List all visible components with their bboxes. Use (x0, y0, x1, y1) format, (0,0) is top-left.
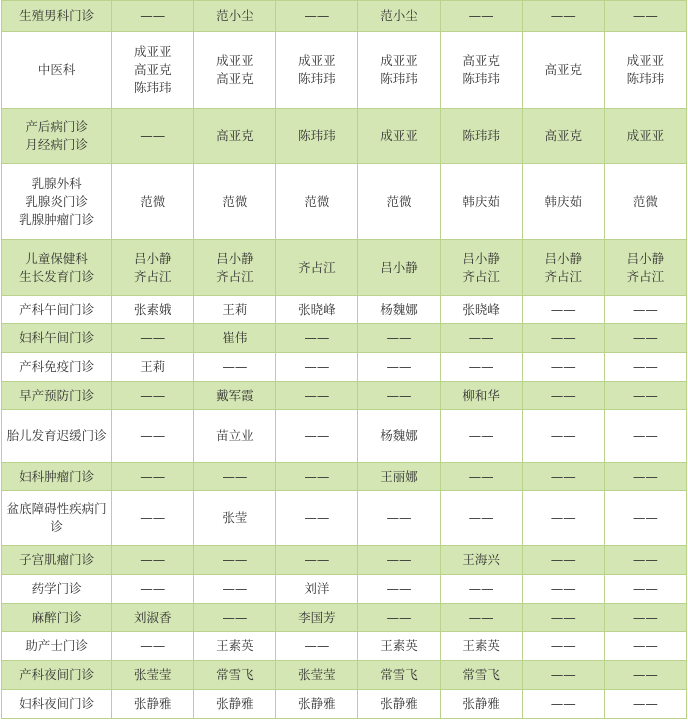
doctor-cell: —— (358, 546, 440, 575)
doctor-cell: —— (440, 604, 522, 632)
doctor-cell: 吕小静 齐占江 (522, 240, 604, 296)
doctor-cell: —— (522, 1, 604, 32)
department-cell: 产后病门诊 月经病门诊 (2, 109, 112, 164)
doctor-cell: 王海兴 (440, 546, 522, 575)
doctor-cell: —— (276, 410, 358, 463)
doctor-cell: —— (604, 632, 686, 661)
schedule-row (2, 1, 687, 32)
department-cell: 产科午间门诊 (2, 296, 112, 324)
doctor-cell: —— (604, 382, 686, 410)
doctor-cell: 张静雅 (440, 690, 522, 719)
doctor-cell: 吕小静 (358, 240, 440, 296)
doctor-cell: 张静雅 (358, 690, 440, 719)
department-cell: 产科免疫门诊 (2, 353, 112, 382)
doctor-cell: —— (522, 410, 604, 463)
doctor-cell: 杨魏娜 (358, 296, 440, 324)
doctor-cell: 杨魏娜 (358, 410, 440, 463)
schedule-row (2, 463, 687, 491)
doctor-cell: —— (112, 491, 194, 546)
department-cell: 中医科 (2, 32, 112, 109)
doctor-cell: 范微 (276, 164, 358, 240)
department-cell: 胎儿发育迟缓门诊 (2, 410, 112, 463)
doctor-cell: —— (112, 410, 194, 463)
doctor-cell: 张静雅 (112, 690, 194, 719)
doctor-cell: 范微 (194, 164, 276, 240)
doctor-cell: —— (112, 1, 194, 32)
doctor-cell: —— (112, 463, 194, 491)
doctor-cell: —— (440, 575, 522, 604)
schedule-row (2, 690, 687, 719)
doctor-cell: 高亚克 (522, 32, 604, 109)
doctor-cell: —— (440, 491, 522, 546)
doctor-cell: 成亚亚 陈玮玮 (358, 32, 440, 109)
department-cell: 子宫肌瘤门诊 (2, 546, 112, 575)
doctor-cell: —— (358, 491, 440, 546)
doctor-cell: 范小尘 (358, 1, 440, 32)
schedule-row (2, 353, 687, 382)
doctor-cell: —— (440, 353, 522, 382)
department-cell: 儿童保健科 生长发育门诊 (2, 240, 112, 296)
doctor-cell: —— (358, 382, 440, 410)
doctor-cell: —— (604, 1, 686, 32)
doctor-cell: 王素英 (194, 632, 276, 661)
doctor-cell: —— (194, 604, 276, 632)
doctor-cell: 张晓峰 (276, 296, 358, 324)
doctor-cell: —— (440, 410, 522, 463)
doctor-cell: —— (522, 382, 604, 410)
doctor-cell: —— (358, 353, 440, 382)
schedule-row (2, 491, 687, 546)
doctor-cell: 刘淑香 (112, 604, 194, 632)
doctor-cell: —— (276, 491, 358, 546)
doctor-cell: 高亚克 (194, 109, 276, 164)
doctor-cell: —— (604, 324, 686, 353)
doctor-cell: 常雪飞 (358, 661, 440, 690)
doctor-cell: —— (358, 604, 440, 632)
doctor-cell: 崔伟 (194, 324, 276, 353)
schedule-row (2, 32, 687, 109)
doctor-cell: 常雪飞 (440, 661, 522, 690)
doctor-cell: —— (522, 353, 604, 382)
doctor-cell: —— (276, 382, 358, 410)
doctor-cell: 吕小静 齐占江 (112, 240, 194, 296)
doctor-cell: —— (522, 575, 604, 604)
department-cell: 产科夜间门诊 (2, 661, 112, 690)
doctor-cell: 戴军霞 (194, 382, 276, 410)
doctor-cell: —— (194, 353, 276, 382)
doctor-cell: 陈玮玮 (440, 109, 522, 164)
doctor-cell: 王素英 (358, 632, 440, 661)
doctor-cell: —— (604, 491, 686, 546)
doctor-cell: 柳和华 (440, 382, 522, 410)
doctor-cell: —— (522, 324, 604, 353)
doctor-cell: —— (194, 546, 276, 575)
doctor-cell: —— (276, 632, 358, 661)
doctor-cell: —— (276, 463, 358, 491)
doctor-cell: —— (604, 690, 686, 719)
department-cell: 药学门诊 (2, 575, 112, 604)
doctor-cell: —— (604, 296, 686, 324)
doctor-cell: —— (522, 491, 604, 546)
doctor-cell: 苗立业 (194, 410, 276, 463)
doctor-cell: —— (522, 546, 604, 575)
doctor-cell: 王丽娜 (358, 463, 440, 491)
doctor-cell: 吕小静 齐占江 (194, 240, 276, 296)
doctor-cell: 张莹莹 (276, 661, 358, 690)
schedule-row (2, 661, 687, 690)
clinic-schedule-table (1, 0, 687, 719)
doctor-cell: 张晓峰 (440, 296, 522, 324)
doctor-cell: —— (440, 1, 522, 32)
schedule-row (2, 324, 687, 353)
doctor-cell: 高亚克 陈玮玮 (440, 32, 522, 109)
doctor-cell: 刘洋 (276, 575, 358, 604)
schedule-row (2, 604, 687, 632)
department-cell: 助产士门诊 (2, 632, 112, 661)
doctor-cell: —— (604, 410, 686, 463)
department-cell: 麻醉门诊 (2, 604, 112, 632)
doctor-cell: —— (440, 463, 522, 491)
doctor-cell: —— (522, 690, 604, 719)
doctor-cell: 韩庆茹 (522, 164, 604, 240)
doctor-cell: 成亚亚 高亚克 (194, 32, 276, 109)
doctor-cell: —— (276, 324, 358, 353)
schedule-row (2, 296, 687, 324)
schedule-row (2, 240, 687, 296)
doctor-cell: 高亚克 (522, 109, 604, 164)
doctor-cell: 成亚亚 高亚克 陈玮玮 (112, 32, 194, 109)
doctor-cell: —— (440, 324, 522, 353)
schedule-row (2, 410, 687, 463)
doctor-cell: —— (112, 324, 194, 353)
doctor-cell: —— (604, 661, 686, 690)
doctor-cell: 张莹 (194, 491, 276, 546)
doctor-cell: 吕小静 齐占江 (604, 240, 686, 296)
doctor-cell: 张素娥 (112, 296, 194, 324)
doctor-cell: 范小尘 (194, 1, 276, 32)
doctor-cell: —— (112, 546, 194, 575)
doctor-cell: 陈玮玮 (276, 109, 358, 164)
doctor-cell: —— (522, 463, 604, 491)
doctor-cell: 成亚亚 (358, 109, 440, 164)
doctor-cell: —— (194, 575, 276, 604)
doctor-cell: —— (358, 575, 440, 604)
doctor-cell: 常雪飞 (194, 661, 276, 690)
schedule-body (2, 1, 687, 719)
doctor-cell: 张静雅 (194, 690, 276, 719)
doctor-cell: —— (112, 109, 194, 164)
doctor-cell: —— (604, 463, 686, 491)
doctor-cell: 李国芳 (276, 604, 358, 632)
doctor-cell: 吕小静 齐占江 (440, 240, 522, 296)
doctor-cell: 成亚亚 陈玮玮 (604, 32, 686, 109)
doctor-cell: —— (522, 661, 604, 690)
doctor-cell: —— (522, 604, 604, 632)
department-cell: 早产预防门诊 (2, 382, 112, 410)
schedule-row (2, 575, 687, 604)
doctor-cell: 范微 (112, 164, 194, 240)
department-cell: 妇科肿瘤门诊 (2, 463, 112, 491)
doctor-cell: —— (194, 463, 276, 491)
doctor-cell: 成亚亚 陈玮玮 (276, 32, 358, 109)
doctor-cell: 张静雅 (276, 690, 358, 719)
doctor-cell: —— (276, 353, 358, 382)
doctor-cell: 王素英 (440, 632, 522, 661)
doctor-cell: —— (522, 632, 604, 661)
doctor-cell: 成亚亚 (604, 109, 686, 164)
schedule-row (2, 382, 687, 410)
doctor-cell: —— (112, 632, 194, 661)
doctor-cell: 韩庆茹 (440, 164, 522, 240)
schedule-row (2, 164, 687, 240)
schedule-row (2, 632, 687, 661)
doctor-cell: —— (522, 296, 604, 324)
department-cell: 生殖男科门诊 (2, 1, 112, 32)
doctor-cell: —— (276, 546, 358, 575)
doctor-cell: —— (604, 575, 686, 604)
doctor-cell: 张莹莹 (112, 661, 194, 690)
schedule-row (2, 109, 687, 164)
schedule-row (2, 546, 687, 575)
doctor-cell: 范微 (604, 164, 686, 240)
department-cell: 乳腺外科 乳腺炎门诊 乳腺肿瘤门诊 (2, 164, 112, 240)
doctor-cell: —— (358, 324, 440, 353)
department-cell: 妇科午间门诊 (2, 324, 112, 353)
doctor-cell: —— (604, 546, 686, 575)
doctor-cell: —— (604, 604, 686, 632)
doctor-cell: 范微 (358, 164, 440, 240)
doctor-cell: 王莉 (112, 353, 194, 382)
doctor-cell: 齐占江 (276, 240, 358, 296)
department-cell: 妇科夜间门诊 (2, 690, 112, 719)
doctor-cell: —— (276, 1, 358, 32)
department-cell: 盆底障碍性疾病门诊 (2, 491, 112, 546)
doctor-cell: 王莉 (194, 296, 276, 324)
doctor-cell: —— (112, 575, 194, 604)
doctor-cell: —— (112, 382, 194, 410)
doctor-cell: —— (604, 353, 686, 382)
